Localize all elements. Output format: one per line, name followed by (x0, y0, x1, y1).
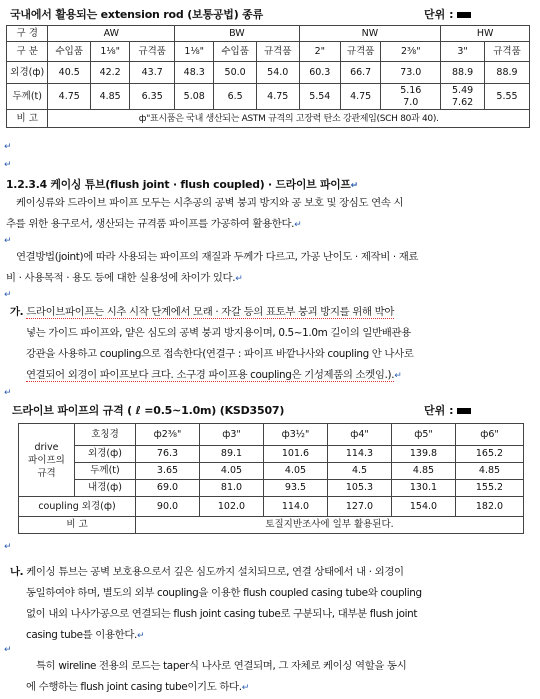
unit-box-icon (457, 12, 471, 18)
table1-subheader-cell: 1⅛" (175, 42, 214, 62)
table1-header-cell: 구 경 (7, 26, 48, 42)
table-cell: 182.0 (456, 497, 524, 517)
table-cell: 73.0 (381, 62, 441, 84)
item-ga-marker: 가. (10, 306, 24, 318)
table-cell: 4.75 (48, 84, 91, 110)
table-cell: 6.5 (214, 84, 257, 110)
row-label: 외경(ф) (7, 62, 48, 84)
table-cell: 54.0 (256, 62, 299, 84)
text-line: 추를 위한 용구로서, 생산되는 규격품 파이프를 가공하여 활용한다.↵ (6, 218, 302, 230)
table-cell: 102.0 (200, 497, 264, 517)
section-heading: 1.2.3.4 케이싱 튜브(flush joint · flush coupled) · 드라이브 파이프↵ (6, 178, 359, 191)
table2-unit (424, 402, 471, 418)
table1-subheader-cell: 규격품 (341, 42, 381, 62)
table-row (19, 446, 524, 463)
table1-header-cell: HW (441, 26, 530, 42)
table-cell: 127.0 (328, 497, 392, 517)
item-na-marker: 나. (10, 566, 24, 578)
text-line: casing tube를 이용한다.↵ (26, 629, 145, 641)
table2-header-label: 호칭경 (75, 424, 136, 446)
table-cell: 155.2 (456, 480, 524, 497)
table1-subheader-cell: 규격품 (130, 42, 175, 62)
paragraph-mark-icon: ↵ (4, 645, 12, 655)
table-cell: 6.35 (130, 84, 175, 110)
table1-subheader-cell: 2" (299, 42, 340, 62)
table-cell: 50.0 (214, 62, 257, 84)
table-cell: 76.3 (136, 446, 200, 463)
table-cell: 88.9 (441, 62, 485, 84)
table1-header-cell: NW (299, 26, 441, 42)
table2-group-label: drive 파이프의 규격 (19, 424, 75, 497)
table1-subheader-cell: 수입품 (48, 42, 91, 62)
item-ga-line-3: 강관을 사용하고 coupling으로 접속한다(연결구 : 파이프 바깥나사와 coupling 안 나사로 (26, 348, 414, 360)
table-cell: 43.7 (130, 62, 175, 84)
table1-subheader-cell: 1⅛" (91, 42, 130, 62)
table-cell: 4.05 (264, 463, 328, 480)
table-row (7, 62, 530, 84)
item-ga (10, 302, 534, 387)
table1-subheader-cell: 3" (441, 42, 485, 62)
paragraph-mark-icon: ↵ (4, 290, 12, 300)
table-cell: 5.08 (175, 84, 214, 110)
table-row (19, 480, 524, 497)
table-cell: 89.1 (200, 446, 264, 463)
table-cell: 139.8 (392, 446, 456, 463)
text-line (10, 562, 536, 583)
table-cell: 66.7 (341, 62, 381, 84)
table-cell: 88.9 (484, 62, 529, 84)
text-line: 연결되어 외경이 파이프보다 크다. 소구경 파이프용 coupling은 기성제품의 소켓임.).↵ (26, 369, 402, 381)
table-cell: 5.49 7.62 (441, 84, 485, 110)
text-line: 연결방법(joint)에 따라 사용되는 파이프의 재질과 두께가 다르고, 가공 난이도 · 제작비 · 재료 (16, 251, 419, 263)
table-row (7, 84, 530, 110)
item-ga-line-1: 드라이브파이프는 시추 시작 단계에서 모래 · 자갈 등의 표토부 붕괴 방지를 위해 박아 (26, 306, 395, 318)
table2-size-cell: ф4" (328, 424, 392, 446)
table2-size-cell: ф3" (200, 424, 264, 446)
table1-subheader-cell: 규격품 (256, 42, 299, 62)
table-cell: 81.0 (200, 480, 264, 497)
paragraph-mark-icon: ↵ (4, 542, 12, 552)
table2-unit-label: 단위 : (424, 404, 454, 417)
table1-header-row-2 (7, 42, 530, 62)
table2-remark-text: 토질지반조사에 일부 활용된다. (136, 517, 524, 534)
item-na-paragraph-2 (26, 656, 536, 699)
item-na-line-3: 없이 내외 나사가공으로 연결되는 flush joint casing tube로 구분되나, 대부분 flush joint (26, 608, 418, 620)
table2-title: 드라이브 파이프의 규격 ( ℓ =0.5~1.0m) (KSD3507) (12, 404, 285, 417)
table-cell: 4.85 (456, 463, 524, 480)
paragraph-mark-icon: ↵ (4, 388, 12, 398)
row-label: 두께(t) (75, 463, 136, 480)
table-cell: 5.55 (484, 84, 529, 110)
table-cell: 48.3 (175, 62, 214, 84)
table1-header-cell: AW (48, 26, 175, 42)
table1-subheader-cell: 규격품 (484, 42, 529, 62)
table-cell: 154.0 (392, 497, 456, 517)
table-cell: 69.0 (136, 480, 200, 497)
paragraph-mark-icon: ↵ (4, 160, 12, 170)
row-label: 외경(ф) (75, 446, 136, 463)
table2-size-cell: ф3½" (264, 424, 328, 446)
drive-pipe-table (18, 423, 524, 534)
table-cell: 5.16 7.0 (381, 84, 441, 110)
row-label: 두께(t) (7, 84, 48, 110)
table2-coupling-row (19, 497, 524, 517)
table-cell: 60.3 (299, 62, 340, 84)
table-cell: 105.3 (328, 480, 392, 497)
item-na-line-5: 특히 wireline 전용의 로드는 taper식 나사로 연결되며, 그 자체로 케이싱 역할을 동시 (36, 660, 407, 672)
table-cell: 40.5 (48, 62, 91, 84)
table-cell: 4.05 (200, 463, 264, 480)
unit-box-icon (457, 408, 471, 414)
table-cell: 165.2 (456, 446, 524, 463)
paragraph-1 (6, 193, 534, 236)
paragraph-2 (6, 247, 534, 290)
table-cell: 4.85 (392, 463, 456, 480)
table2-size-cell: ф2⅜" (136, 424, 200, 446)
table-cell: 93.5 (264, 480, 328, 497)
text-line: 비 · 사용목적 · 용도 등에 대한 실용성에 차이가 있다.↵ (6, 272, 243, 284)
table1-remark-row (7, 110, 530, 128)
table1-remark-label: 비 고 (7, 110, 48, 128)
table-cell: 5.54 (299, 84, 340, 110)
table-cell: 4.85 (91, 84, 130, 110)
paragraph-mark-icon: ↵ (4, 142, 12, 152)
table-cell: 4.5 (328, 463, 392, 480)
text-line: 에 수행하는 flush joint casing tube이기도 하다.↵ (26, 681, 249, 693)
table-cell: 114.3 (328, 446, 392, 463)
item-na-line-1: 케이싱 튜브는 공벽 보호용으로서 깊은 심도까지 설치되므로, 연결 상태에서 내 · 외경이 (26, 566, 404, 578)
table2-coupling-label: coupling 외경(ф) (19, 497, 136, 517)
table1-remark-text: ф"표시품은 국내 생산되는 ASTM 규격의 고장력 탄소 강관제임(SCH 80과 40). (48, 110, 530, 128)
table2-header-row (19, 424, 524, 446)
extension-rod-table (6, 25, 530, 128)
table-row (19, 463, 524, 480)
table1-header-row-1 (7, 26, 530, 42)
table-cell: 101.6 (264, 446, 328, 463)
text-line (10, 302, 534, 323)
table-cell: 90.0 (136, 497, 200, 517)
table2-size-cell: ф5" (392, 424, 456, 446)
table1-title: 국내에서 활용되는 extension rod (보통공법) 종류 (10, 8, 264, 21)
item-na (10, 562, 536, 647)
table-cell: 114.0 (264, 497, 328, 517)
table-cell: 42.2 (91, 62, 130, 84)
table-cell: 4.75 (256, 84, 299, 110)
table2-size-cell: ф6" (456, 424, 524, 446)
table1-subheader-cell: 수입품 (214, 42, 257, 62)
table1-subheader-cell: 구 분 (7, 42, 48, 62)
text-line: 케이싱류와 드라이브 파이프 모두는 시추공의 공벽 붕괴 방지와 공 보호 및 장심도 연속 시 (16, 197, 404, 209)
paragraph-mark-icon: ↵ (4, 236, 12, 246)
table-cell: 4.75 (341, 84, 381, 110)
table1-subheader-cell: 2⅜" (381, 42, 441, 62)
table1-unit (424, 6, 471, 22)
item-na-line-2: 동일하여야 하며, 별도의 외부 coupling을 이용한 flush coupled casing tube와 coupling (26, 587, 422, 599)
table2-remark-label: 비 고 (19, 517, 136, 534)
table2-remark-row (19, 517, 524, 534)
table1-unit-label: 단위 : (424, 8, 454, 21)
section-heading-text: 1.2.3.4 케이싱 튜브(flush joint · flush coupled) · 드라이브 파이프 (6, 178, 351, 191)
row-label: 내경(ф) (75, 480, 136, 497)
item-ga-line-2: 넣는 가이드 파이프와, 얕은 심도의 공벽 붕괴 방지용이며, 0.5~1.0m 길이의 일반배관용 (26, 327, 411, 339)
table-cell: 130.1 (392, 480, 456, 497)
table1-header-cell: BW (175, 26, 299, 42)
table-cell: 3.65 (136, 463, 200, 480)
